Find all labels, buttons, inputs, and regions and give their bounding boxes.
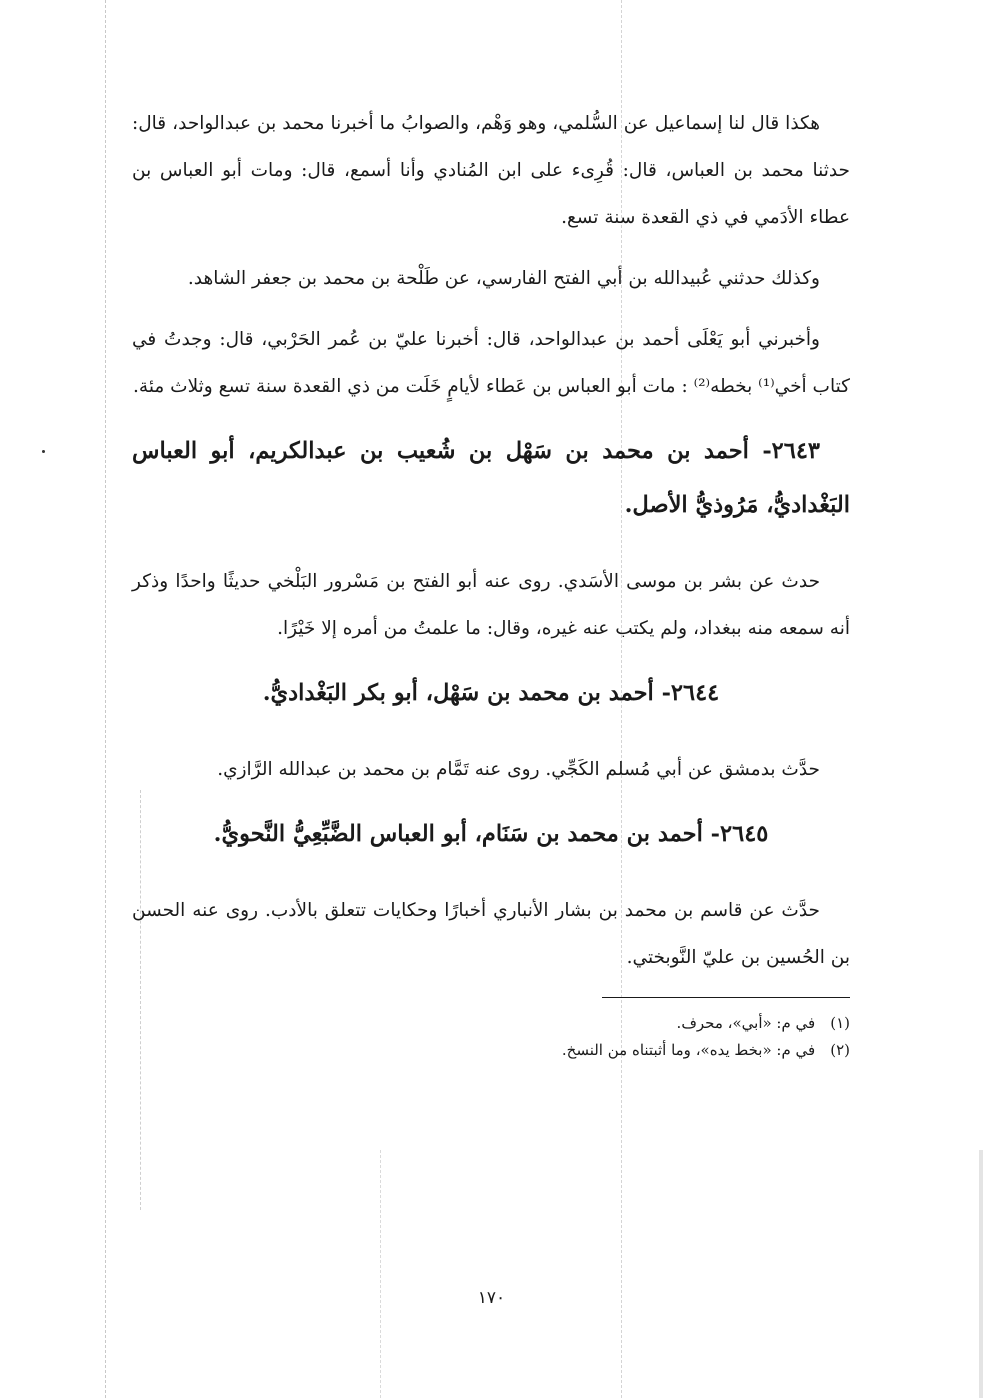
footnote-text: في م: «أبي»، محرف.	[676, 1014, 816, 1032]
entry-heading-2644: ٢٦٤٤- أحمد بن محمد بن سَهْل، أبو بكر البَغْداديُّ.	[262, 680, 720, 706]
page-number: ١٧٠	[477, 1288, 506, 1308]
paragraph: وكذلك حدثني عُبيدالله بن أبي الفتح الفارسي، عن طَلْحة بن محمد بن جعفر الشاهد.	[187, 268, 820, 289]
scan-artifact-line	[380, 1150, 381, 1398]
entry-heading-2643: ٢٦٤٣- أحمد بن محمد بن سَهْل بن شُعيب بن عبدالكريم، أبو العباس البَغْداديُّ، مَرُوذيُّ الأصل.	[132, 438, 850, 518]
footnote	[132, 1037, 850, 1064]
footnote-divider	[602, 997, 850, 998]
scan-speck	[42, 450, 45, 453]
footnote-text: في م: «بخط يده»، وما أثبتناه من النسخ.	[561, 1041, 816, 1059]
paragraph: هكذا قال لنا إسماعيل عن السُّلمي، وهو وَهْم، والصوابُ ما أخبرنا محمد بن عبدالواحد، قال: حدثنا محمد بن العباس، قال: قُرِىء على ابن المُنادي وأنا أسمع، قال: ومات أبو العباس بن عطاء الأدَمي في ذي القعدة سنة تسع.	[132, 113, 850, 228]
entry-text-2643: حدث عن بشر بن موسى الأسَدي. روى عنه أبو الفتح بن مَسْرور البَلْخي حديثًا واحدًا وذكر أنه سمعه منه ببغداد، ولم يكتب عنه غيره، وقال: ما علمتُ من أمره إلا خَيْرًا.	[132, 571, 850, 639]
scan-edge-shadow	[979, 1150, 983, 1398]
entry-heading-2645: ٢٦٤٥- أحمد بن محمد بن سَنَام، أبو العباس الضَّبِّعِيُّ النَّحويُّ.	[213, 821, 769, 847]
entry-text-2645: حدَّث عن قاسم بن محمد بن بشار الأنباري أخبارًا وحكايات تتعلق بالأدب. روى عنه الحسن بن الحُسين بن عليّ النَّوبختي.	[132, 900, 850, 968]
paragraph: وأخبرني أبو يَعْلَى أحمد بن عبدالواحد، قال: أخبرنا عليّ بن عُمر الحَرْبي، قال: وجدتُ في كتاب أخي⁽¹⁾ بخطه⁽²⁾ : مات أبو العباس بن عَطاء لأيامٍ خَلَت من ذي القعدة سنة تسع وثلاث مئة.	[132, 329, 850, 397]
footnote-number: (٢)	[830, 1041, 850, 1059]
entry-text-2644: حدَّث بدمشق عن أبي مُسلم الكَجِّي. روى عنه تَمَّام بن محمد بن عبدالله الرَّازي.	[217, 759, 820, 780]
scan-artifact-line	[105, 0, 106, 1398]
page-body	[132, 100, 850, 1064]
footnote-number: (١)	[830, 1014, 850, 1032]
footnote	[132, 1010, 850, 1037]
